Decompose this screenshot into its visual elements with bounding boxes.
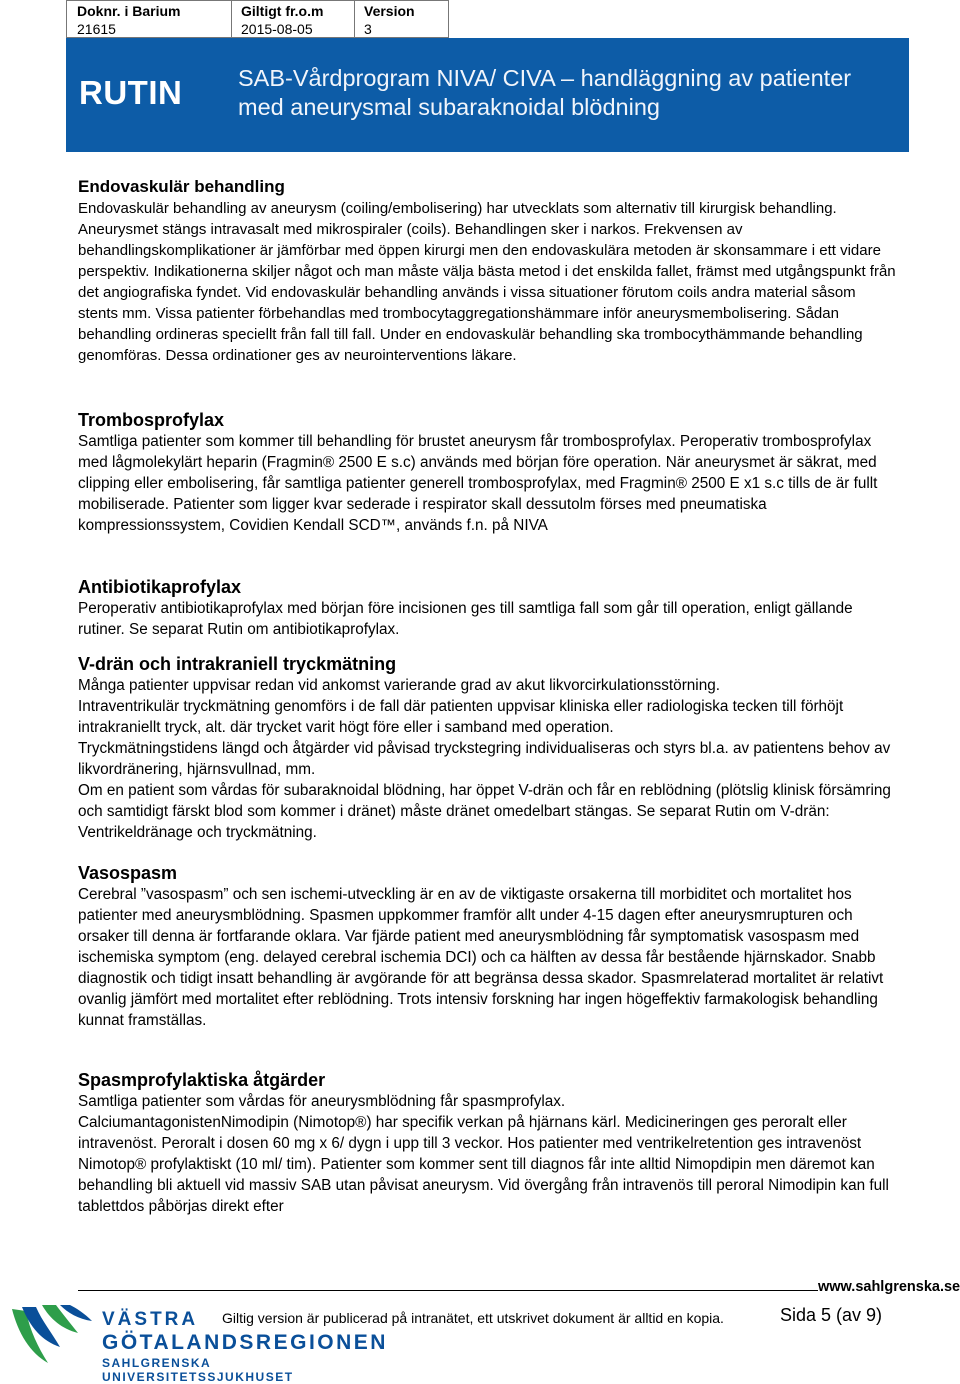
meta-divider (231, 1, 232, 37)
section-v-drain (78, 653, 898, 848)
section-thromboprophylaxis (78, 409, 898, 563)
meta-valid-from-value: 2015-08-05 (241, 21, 313, 37)
vgr-logo-symbol-icon (8, 1303, 94, 1365)
footer-url[interactable]: www.sahlgrenska.se (818, 1279, 960, 1295)
title-banner (66, 38, 909, 152)
logo-text-line3: SAHLGRENSKA UNIVERSITETSSJUKHUSET (102, 1356, 294, 1384)
section-spasm-prophylaxis (78, 1069, 898, 1219)
section-heading: Antibiotikaprofylax (78, 577, 242, 597)
paragraph: Många patienter uppvisar redan vid ankomst varierande grad av akut likvorcirkulationsstörning. (78, 677, 720, 694)
section-vasospasm (78, 862, 898, 1057)
section-text: Cerebral ”vasospasm” och sen ischemi-utveckling är en av de viktigaste orsakerna till morbiditet och mortalitet hos patienter med aneurysmblödning. Spasmen uppkommer framför allt under 4-15 dagen efter aneurysmrupturen och orsaker till denna är fortfarande oklara. Var fjärde patient med aneurysmblödning får symptomatisk vasospasm med ischemiska symptom (eng. delayed cerebral ischemia DCI) och ca hälften av dessa får bestående hjärnskador. Snabb diagnostik och tidigt insatt behandling är avgörande för att begränsa dessa skador. Spasmrelaterad mortalitet är relativt ovanlig jämfört med mortalitet efter reblödning. Trots intensiv forskning har ingen högeffektiv farmakologisk behandling kunnat framställas. (78, 886, 884, 1029)
meta-divider (354, 1, 355, 37)
section-heading: Endovaskulär behandling (78, 177, 285, 196)
meta-version-value: 3 (364, 21, 372, 37)
paragraph: Tryckmätningstidens längd och åtgärder vid påvisad tryckstegring individualiseras och styrs bl.a. av patientens behov av likvordränering, hjärnsvullnad, mm. (78, 740, 891, 778)
section-heading: Trombosprofylax (78, 410, 225, 430)
paragraph: Om en patient som vårdas för subaraknoidal blödning, har öppet V-drän och får en reblödning (plötslig klinisk försämring och samtidigt färskt blod som kommer i dränet) måste dränet omedelbart stängas. Se separat Rutin om V-drän: Ventrikeldränage och tryckmätning. (78, 782, 891, 841)
paragraph: Intraventrikulär tryckmätning genomförs i de fall där patienten uppvisar kliniska eller radiologiska tecken till förhöjt intrakraniellt tryck, alt. där trycket varit högt före eller i samband med operation. (78, 698, 844, 736)
document-meta (66, 0, 449, 38)
vgr-logo (8, 1303, 388, 1384)
page-number: Sida 5 (av 9) (780, 1305, 883, 1325)
logo-text-line1: VÄSTRA (102, 1309, 199, 1330)
section-heading: V-drän och intrakraniell tryckmätning (78, 654, 397, 674)
document-body (78, 176, 898, 1219)
meta-version (364, 2, 415, 38)
meta-valid-from (241, 2, 323, 38)
paragraph: CalciumantagonistenNimodipin (Nimotop®) har specifik verkan på hjärnans kärl. Medicineringen ges peroralt eller intravenöst. Peroralt i dosen 60 mg x 6/ dygn i upp till 3 veckor. Hos patienter med ventrikelretention ges intravenöst Nimotop® profylaktiskt (10 ml/ tim). Patienter som kommer sent till diagnos får inte alltid Nimopdipin men däremot kan behandling bli aktuell vid massiv SAB utan påvisat aneurysm. Vid övergång från intravenös till peroral Nimodipin kan full tablettdos påbörjas direkt efter (78, 1114, 889, 1215)
document-type: RUTIN (79, 74, 183, 111)
section-heading: Vasospasm (78, 863, 178, 883)
document-title: SAB-Vårdprogram NIVA/ CIVA – handläggning av patienter med aneurysmal subaraknoidal blödning (238, 65, 852, 120)
section-endovascular (78, 176, 898, 396)
paragraph: Samtliga patienter som vårdas för aneurysmblödning får spasmprofylax. (78, 1093, 566, 1110)
meta-docnr-value: 21615 (77, 21, 116, 37)
meta-docnr-label: Doknr. i Barium (77, 3, 181, 19)
meta-valid-from-label: Giltigt fr.o.m (241, 3, 324, 19)
logo-text-line2: GÖTALANDSREGIONEN (102, 1331, 388, 1354)
section-antibiotic-prophylaxis (78, 576, 898, 642)
section-text: Samtliga patienter som kommer till behandling för brustet aneurysm får trombosprofylax. Peroperativ trombosprofylax med lågmolekylärt heparin (Fragmin® 2500 E s.c) används med början före operation. När aneurysmet är säkrat, med clipping eller embolisering, får samtliga patienter generell trombosprofylax, med Fragmin® 2500 E x1 s.c tills de är fullt mobiliserade. Patienter som ligger kvar sederade i respirator skall dessutolm förses med pneumatiska kompressionssystem, Covidien Kendall SCD™, används f.n. på NIVA (78, 433, 878, 534)
footer-note: Giltig version är publicerad på intranätet, ett utskrivet dokument är alltid en kopia. (222, 1310, 724, 1326)
meta-version-label: Version (364, 3, 415, 19)
section-text: Endovaskulär behandling av aneurysm (coiling/embolisering) har utvecklats som alternativ till kirurgisk behandling. Aneurysmet stängs intravasalt med mikrospiraler (coils). Behandlingen sker i narkos. Frekvensen av behandlingskomplikationer är jämförbar med öppen kirurgi men den endovaskulära metoden är skonsammare i ett vidare perspektiv. Indikationerna skiljer något och man måste välja bästa metod i det enskilda fallet, främst med utgångspunkt från det angiografiska fyndet. Vid endovaskulär behandling används i vissa situationer förutom coils andra material såsom stents mm. Vissa patienter förbehandlas med trombocytaggregationshämmare inför aneurysmembolisering. Sådan behandling ordineras speciellt från fall till fall. Under en endovaskulär behandling ska trombocythämmande behandling genomföras. Dessa ordinationer ges av neurointerventions läkare. (78, 200, 896, 364)
meta-docnr (77, 2, 180, 38)
footer-divider (78, 1290, 818, 1291)
section-text: Peroperativ antibiotikaprofylax med början före incisionen ges till samtliga fall som går till operation, enligt gällande rutiner. Se separat Rutin om antibiotikaprofylax. (78, 600, 853, 638)
section-heading: Spasmprofylaktiska åtgärder (78, 1070, 326, 1090)
